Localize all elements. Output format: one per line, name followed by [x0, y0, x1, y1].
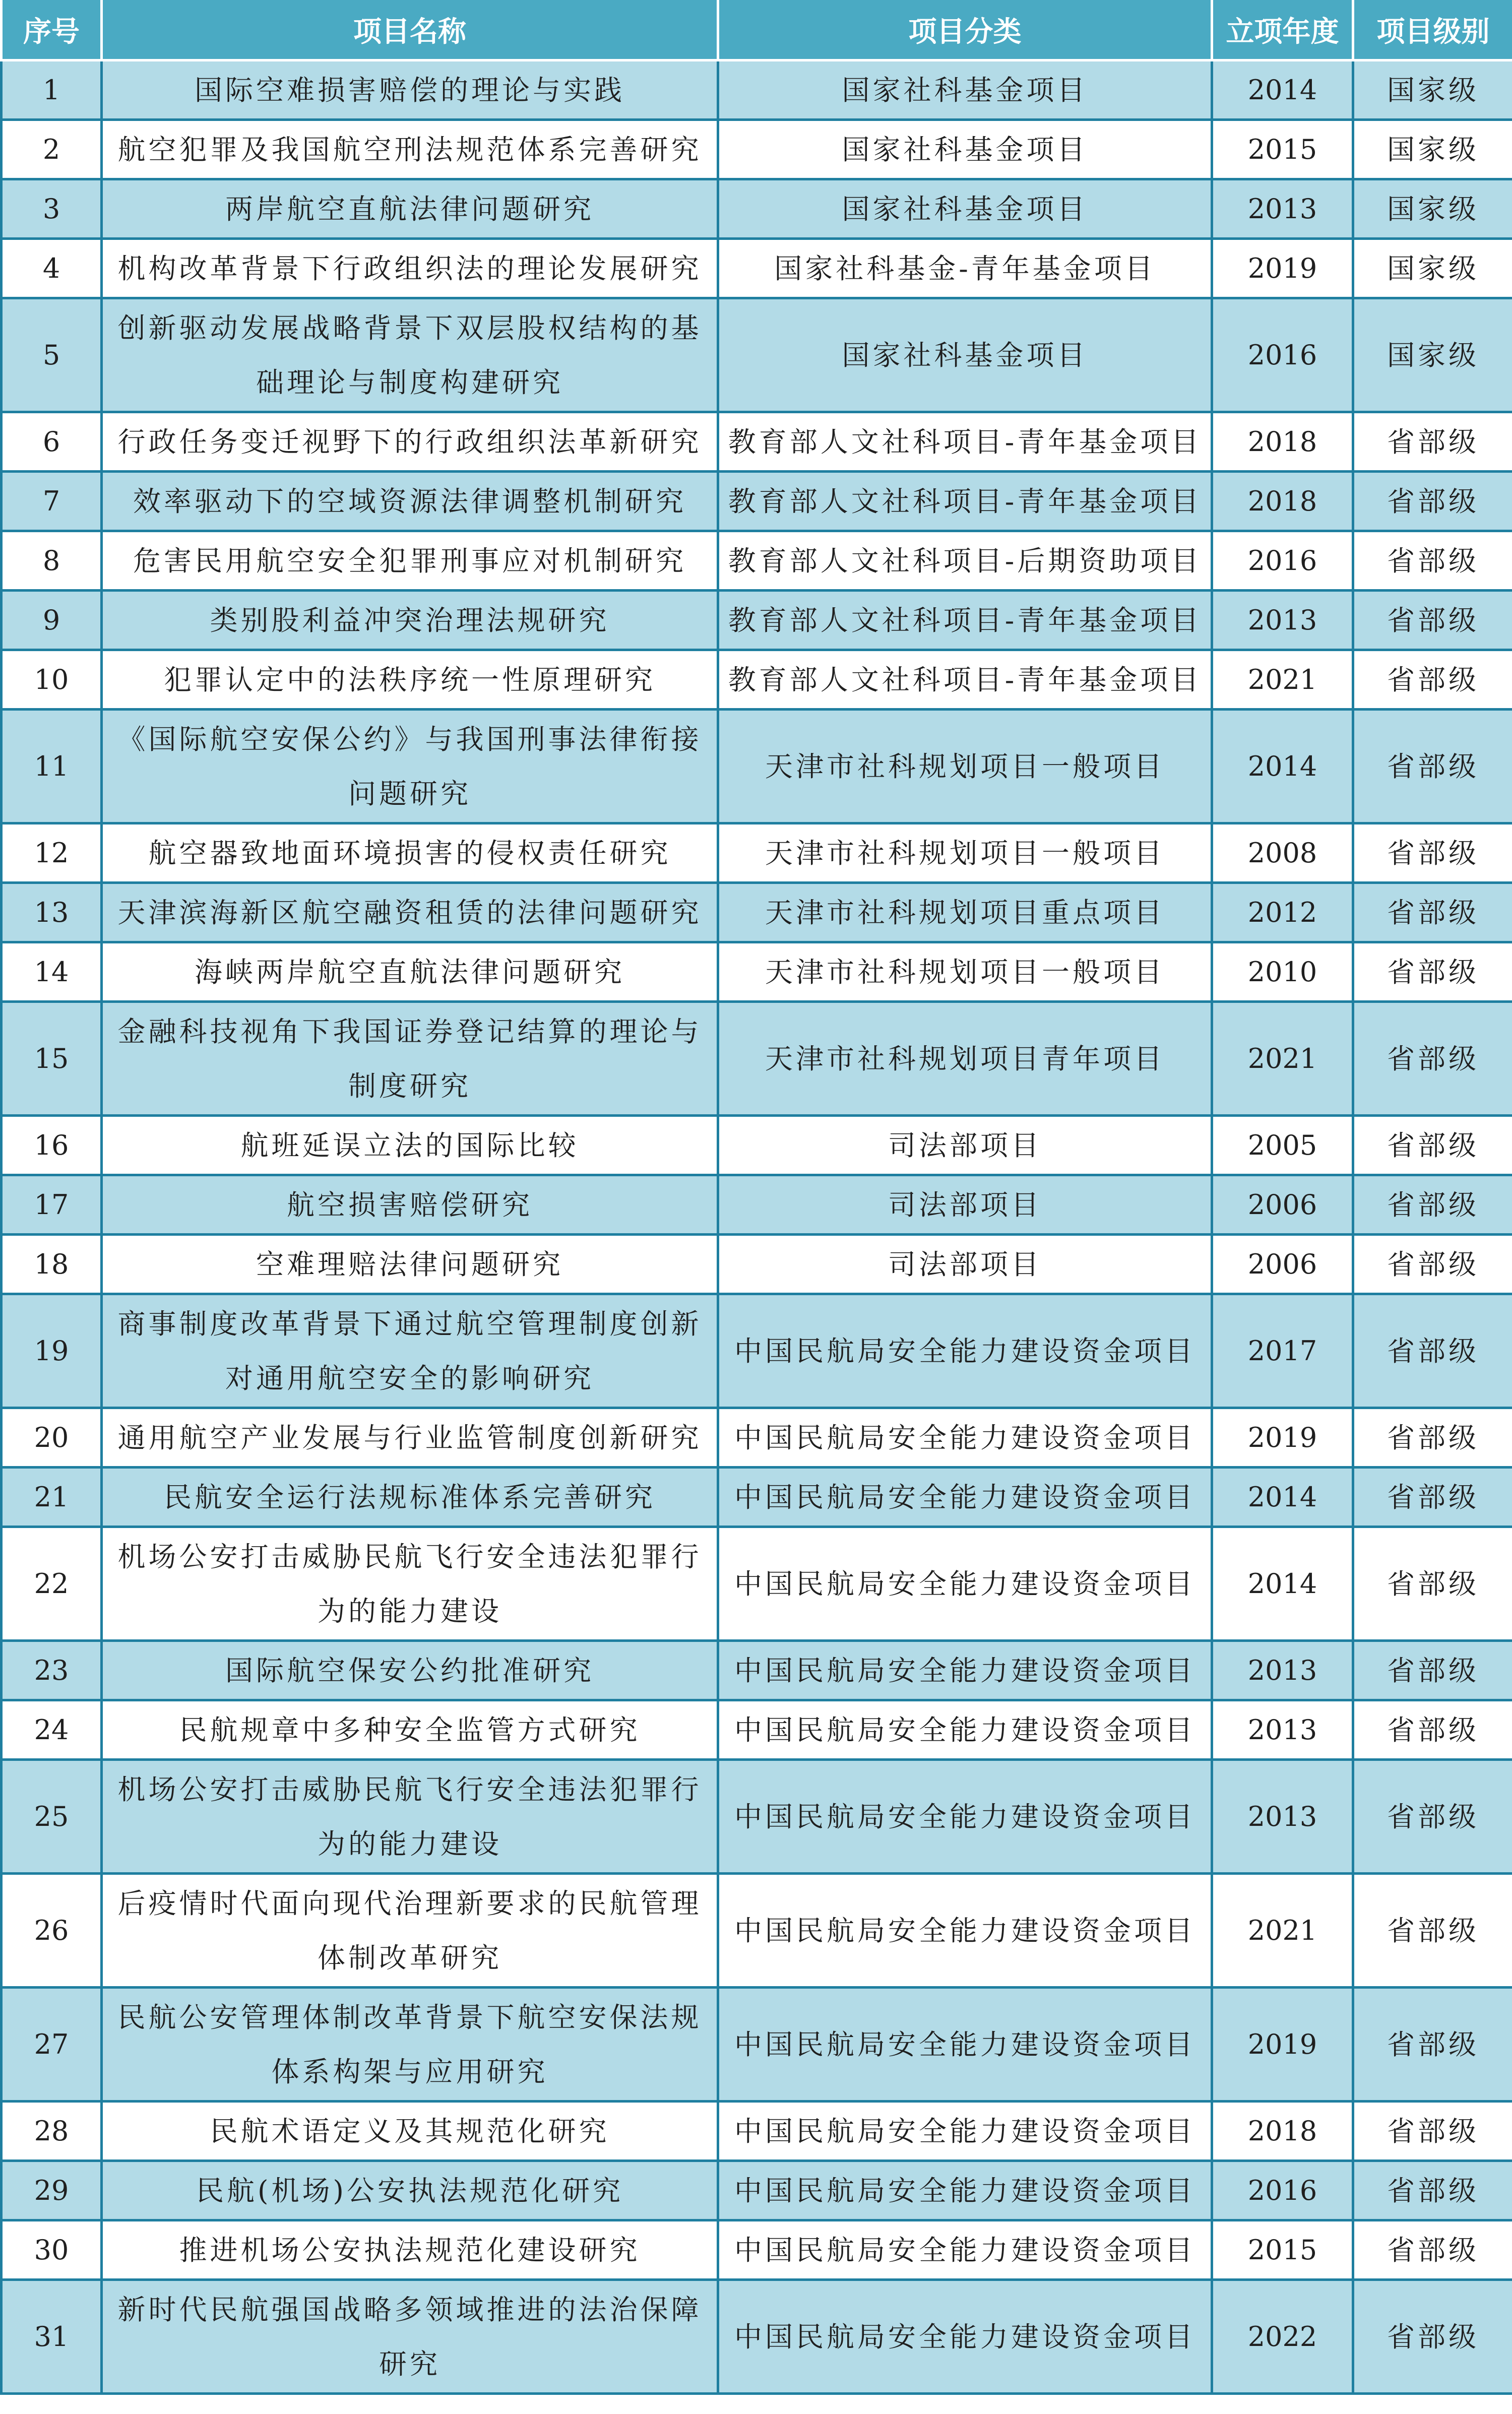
- cell-category: 司法部项目: [718, 1116, 1212, 1175]
- cell-name: 新时代民航强国战略多领域推进的法治保障研究: [102, 2280, 718, 2394]
- cell-year: 2013: [1212, 1700, 1353, 1760]
- table-row: [2, 1175, 1512, 1235]
- cell-no: 12: [2, 823, 102, 883]
- cell-level: 省部级: [1353, 1175, 1512, 1235]
- header-category: 项目分类: [718, 0, 1212, 60]
- cell-level: 省部级: [1353, 1468, 1512, 1527]
- cell-level: 省部级: [1353, 710, 1512, 823]
- cell-year: 2014: [1212, 60, 1353, 120]
- cell-name: 机场公安打击威胁民航飞行安全违法犯罪行为的能力建设: [102, 1760, 718, 1874]
- cell-category: 司法部项目: [718, 1175, 1212, 1235]
- cell-category: 天津市社科规划项目青年项目: [718, 1002, 1212, 1116]
- cell-name: 类别股利益冲突治理法规研究: [102, 591, 718, 650]
- cell-name: 行政任务变迁视野下的行政组织法革新研究: [102, 412, 718, 472]
- cell-level: 省部级: [1353, 1700, 1512, 1760]
- table-row: [2, 1988, 1512, 2102]
- table-row: [2, 1527, 1512, 1641]
- cell-name: 机场公安打击威胁民航飞行安全违法犯罪行为的能力建设: [102, 1527, 718, 1641]
- cell-level: 省部级: [1353, 591, 1512, 650]
- cell-no: 28: [2, 2102, 102, 2161]
- cell-category: 中国民航局安全能力建设资金项目: [718, 2102, 1212, 2161]
- cell-level: 省部级: [1353, 942, 1512, 1002]
- cell-category: 中国民航局安全能力建设资金项目: [718, 1408, 1212, 1468]
- cell-level: 省部级: [1353, 1116, 1512, 1175]
- cell-name: 推进机场公安执法规范化建设研究: [102, 2220, 718, 2280]
- cell-level: 省部级: [1353, 1002, 1512, 1116]
- cell-level: 省部级: [1353, 650, 1512, 710]
- cell-no: 20: [2, 1408, 102, 1468]
- cell-year: 2006: [1212, 1175, 1353, 1235]
- cell-name: 海峡两岸航空直航法律问题研究: [102, 942, 718, 1002]
- cell-name: 金融科技视角下我国证券登记结算的理论与制度研究: [102, 1002, 718, 1116]
- cell-category: 天津市社科规划项目重点项目: [718, 883, 1212, 942]
- cell-year: 2016: [1212, 531, 1353, 591]
- cell-category: 教育部人文社科项目-青年基金项目: [718, 591, 1212, 650]
- table-row: [2, 1116, 1512, 1175]
- cell-no: 5: [2, 298, 102, 412]
- table-row: [2, 942, 1512, 1002]
- header-name: 项目名称: [102, 0, 718, 60]
- table-row: [2, 710, 1512, 823]
- cell-name: 民航规章中多种安全监管方式研究: [102, 1700, 718, 1760]
- cell-level: 省部级: [1353, 883, 1512, 942]
- table-row: [2, 1874, 1512, 1988]
- cell-category: 中国民航局安全能力建设资金项目: [718, 1874, 1212, 1988]
- cell-level: 国家级: [1353, 239, 1512, 298]
- cell-no: 24: [2, 1700, 102, 1760]
- cell-year: 2022: [1212, 2280, 1353, 2394]
- cell-year: 2021: [1212, 1002, 1353, 1116]
- cell-no: 23: [2, 1641, 102, 1700]
- cell-category: 教育部人文社科项目-青年基金项目: [718, 472, 1212, 531]
- cell-category: 天津市社科规划项目一般项目: [718, 942, 1212, 1002]
- table-row: [2, 298, 1512, 412]
- cell-level: 国家级: [1353, 60, 1512, 120]
- cell-name: 犯罪认定中的法秩序统一性原理研究: [102, 650, 718, 710]
- cell-level: 省部级: [1353, 1527, 1512, 1641]
- cell-year: 2018: [1212, 412, 1353, 472]
- cell-name: 效率驱动下的空域资源法律调整机制研究: [102, 472, 718, 531]
- cell-category: 国家社科基金项目: [718, 179, 1212, 239]
- cell-no: 18: [2, 1235, 102, 1294]
- table-row: [2, 1002, 1512, 1116]
- cell-category: 中国民航局安全能力建设资金项目: [718, 1468, 1212, 1527]
- cell-no: 27: [2, 1988, 102, 2102]
- cell-name: 空难理赔法律问题研究: [102, 1235, 718, 1294]
- cell-level: 省部级: [1353, 2161, 1512, 2220]
- table-row: [2, 60, 1512, 120]
- cell-level: 国家级: [1353, 298, 1512, 412]
- table-row: [2, 2102, 1512, 2161]
- cell-year: 2006: [1212, 1235, 1353, 1294]
- table-row: [2, 650, 1512, 710]
- cell-no: 17: [2, 1175, 102, 1235]
- cell-year: 2016: [1212, 2161, 1353, 2220]
- cell-name: 机构改革背景下行政组织法的理论发展研究: [102, 239, 718, 298]
- table-row: [2, 883, 1512, 942]
- table-row: [2, 1641, 1512, 1700]
- cell-year: 2013: [1212, 1760, 1353, 1874]
- cell-category: 教育部人文社科项目-青年基金项目: [718, 650, 1212, 710]
- cell-level: 省部级: [1353, 1641, 1512, 1700]
- header-no: 序号: [2, 0, 102, 60]
- cell-year: 2017: [1212, 1294, 1353, 1408]
- table-row: [2, 591, 1512, 650]
- cell-level: 省部级: [1353, 2280, 1512, 2394]
- cell-name: 航空损害赔偿研究: [102, 1175, 718, 1235]
- cell-year: 2008: [1212, 823, 1353, 883]
- cell-category: 国家社科基金-青年基金项目: [718, 239, 1212, 298]
- cell-no: 9: [2, 591, 102, 650]
- table-row: [2, 1294, 1512, 1408]
- cell-no: 15: [2, 1002, 102, 1116]
- cell-name: 民航术语定义及其规范化研究: [102, 2102, 718, 2161]
- cell-name: 商事制度改革背景下通过航空管理制度创新对通用航空安全的影响研究: [102, 1294, 718, 1408]
- cell-category: 中国民航局安全能力建设资金项目: [718, 2280, 1212, 2394]
- table-body: [2, 60, 1512, 2394]
- cell-no: 19: [2, 1294, 102, 1408]
- cell-category: 天津市社科规划项目一般项目: [718, 710, 1212, 823]
- cell-name: 民航(机场)公安执法规范化研究: [102, 2161, 718, 2220]
- cell-category: 教育部人文社科项目-青年基金项目: [718, 412, 1212, 472]
- cell-year: 2014: [1212, 710, 1353, 823]
- cell-year: 2012: [1212, 883, 1353, 942]
- cell-name: 天津滨海新区航空融资租赁的法律问题研究: [102, 883, 718, 942]
- cell-no: 4: [2, 239, 102, 298]
- cell-level: 省部级: [1353, 823, 1512, 883]
- cell-year: 2010: [1212, 942, 1353, 1002]
- cell-name: 危害民用航空安全犯罪刑事应对机制研究: [102, 531, 718, 591]
- cell-no: 1: [2, 60, 102, 120]
- table-row: [2, 1700, 1512, 1760]
- cell-level: 省部级: [1353, 1235, 1512, 1294]
- cell-name: 《国际航空安保公约》与我国刑事法律衔接问题研究: [102, 710, 718, 823]
- cell-name: 民航安全运行法规标准体系完善研究: [102, 1468, 718, 1527]
- cell-level: 国家级: [1353, 179, 1512, 239]
- cell-year: 2014: [1212, 1468, 1353, 1527]
- table-row: [2, 1235, 1512, 1294]
- cell-no: 22: [2, 1527, 102, 1641]
- cell-level: 省部级: [1353, 1408, 1512, 1468]
- cell-category: 中国民航局安全能力建设资金项目: [718, 1641, 1212, 1700]
- cell-level: 省部级: [1353, 472, 1512, 531]
- cell-name: 两岸航空直航法律问题研究: [102, 179, 718, 239]
- cell-no: 13: [2, 883, 102, 942]
- cell-year: 2018: [1212, 472, 1353, 531]
- cell-level: 省部级: [1353, 1874, 1512, 1988]
- cell-no: 2: [2, 120, 102, 179]
- cell-level: 省部级: [1353, 1760, 1512, 1874]
- cell-year: 2021: [1212, 1874, 1353, 1988]
- cell-no: 8: [2, 531, 102, 591]
- table-row: [2, 2220, 1512, 2280]
- table-row: [2, 1760, 1512, 1874]
- cell-level: 省部级: [1353, 2220, 1512, 2280]
- table-row: [2, 2280, 1512, 2394]
- cell-category: 中国民航局安全能力建设资金项目: [718, 1988, 1212, 2102]
- table-row: [2, 2161, 1512, 2220]
- cell-level: 国家级: [1353, 120, 1512, 179]
- cell-name: 航空犯罪及我国航空刑法规范体系完善研究: [102, 120, 718, 179]
- cell-category: 中国民航局安全能力建设资金项目: [718, 1700, 1212, 1760]
- cell-year: 2019: [1212, 1988, 1353, 2102]
- cell-no: 26: [2, 1874, 102, 1988]
- table-row: [2, 472, 1512, 531]
- cell-no: 3: [2, 179, 102, 239]
- cell-year: 2019: [1212, 1408, 1353, 1468]
- cell-year: 2005: [1212, 1116, 1353, 1175]
- cell-no: 30: [2, 2220, 102, 2280]
- cell-name: 民航公安管理体制改革背景下航空安保法规体系构架与应用研究: [102, 1988, 718, 2102]
- cell-level: 省部级: [1353, 1988, 1512, 2102]
- cell-no: 31: [2, 2280, 102, 2394]
- cell-level: 省部级: [1353, 531, 1512, 591]
- table-row: [2, 823, 1512, 883]
- table-row: [2, 1468, 1512, 1527]
- cell-no: 25: [2, 1760, 102, 1874]
- cell-no: 16: [2, 1116, 102, 1175]
- cell-name: 航空器致地面环境损害的侵权责任研究: [102, 823, 718, 883]
- cell-category: 中国民航局安全能力建设资金项目: [718, 1760, 1212, 1874]
- cell-category: 天津市社科规划项目一般项目: [718, 823, 1212, 883]
- cell-name: 创新驱动发展战略背景下双层股权结构的基础理论与制度构建研究: [102, 298, 718, 412]
- header-year: 立项年度: [1212, 0, 1353, 60]
- cell-year: 2013: [1212, 591, 1353, 650]
- header-row: [2, 0, 1512, 60]
- cell-no: 6: [2, 412, 102, 472]
- cell-name: 国际航空保安公约批准研究: [102, 1641, 718, 1700]
- cell-name: 航班延误立法的国际比较: [102, 1116, 718, 1175]
- cell-name: 后疫情时代面向现代治理新要求的民航管理体制改革研究: [102, 1874, 718, 1988]
- cell-year: 2013: [1212, 179, 1353, 239]
- cell-level: 省部级: [1353, 2102, 1512, 2161]
- table-row: [2, 120, 1512, 179]
- cell-no: 21: [2, 1468, 102, 1527]
- cell-year: 2018: [1212, 2102, 1353, 2161]
- cell-category: 国家社科基金项目: [718, 298, 1212, 412]
- cell-year: 2015: [1212, 2220, 1353, 2280]
- cell-no: 11: [2, 710, 102, 823]
- cell-year: 2019: [1212, 239, 1353, 298]
- table-row: [2, 179, 1512, 239]
- cell-category: 国家社科基金项目: [718, 60, 1212, 120]
- cell-name: 通用航空产业发展与行业监管制度创新研究: [102, 1408, 718, 1468]
- table-row: [2, 1408, 1512, 1468]
- table-row: [2, 412, 1512, 472]
- cell-category: 中国民航局安全能力建设资金项目: [718, 1294, 1212, 1408]
- cell-year: 2016: [1212, 298, 1353, 412]
- cell-category: 中国民航局安全能力建设资金项目: [718, 2220, 1212, 2280]
- cell-no: 14: [2, 942, 102, 1002]
- header-level: 项目级别: [1353, 0, 1512, 60]
- cell-level: 省部级: [1353, 412, 1512, 472]
- table-row: [2, 239, 1512, 298]
- table-row: [2, 531, 1512, 591]
- cell-category: 中国民航局安全能力建设资金项目: [718, 2161, 1212, 2220]
- cell-no: 10: [2, 650, 102, 710]
- cell-no: 7: [2, 472, 102, 531]
- cell-name: 国际空难损害赔偿的理论与实践: [102, 60, 718, 120]
- cell-level: 省部级: [1353, 1294, 1512, 1408]
- cell-year: 2015: [1212, 120, 1353, 179]
- cell-category: 国家社科基金项目: [718, 120, 1212, 179]
- cell-no: 29: [2, 2161, 102, 2220]
- cell-category: 司法部项目: [718, 1235, 1212, 1294]
- cell-category: 中国民航局安全能力建设资金项目: [718, 1527, 1212, 1641]
- cell-year: 2014: [1212, 1527, 1353, 1641]
- cell-year: 2013: [1212, 1641, 1353, 1700]
- cell-year: 2021: [1212, 650, 1353, 710]
- cell-category: 教育部人文社科项目-后期资助项目: [718, 531, 1212, 591]
